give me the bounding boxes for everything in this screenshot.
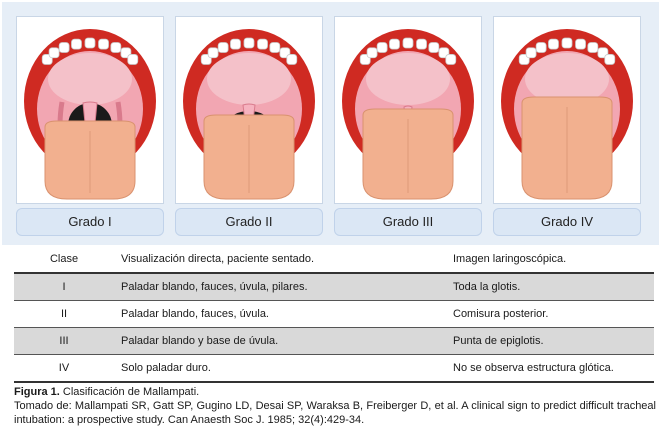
mouth-drawing <box>176 17 322 203</box>
table-row <box>14 355 654 383</box>
cell-clase: III <box>59 335 69 347</box>
mallampati-grade-2-illustration <box>175 16 323 204</box>
tooth <box>111 42 121 52</box>
mouth-drawing <box>335 17 481 203</box>
tooth <box>128 54 138 64</box>
hard-palate <box>207 53 291 105</box>
cell-visualizacion: Paladar blando, fauces, úvula, pilares. <box>121 281 308 293</box>
grade-label-3: Grado III <box>334 208 482 236</box>
caption-source: Tomado de: Mallampati SR, Gatt SP, Gugino LD, Desai SP, Waraksa B, Freiberger D, et al. A clinical sign to predict difficult tracheal intubation: a prospective study. Can Anaesth Soc J. 1985; 32(4):429-34. <box>14 400 656 426</box>
mouth-drawing <box>17 17 163 203</box>
table-row <box>14 328 654 355</box>
tooth <box>389 39 399 49</box>
header-visualizacion: Visualización directa, paciente sentado. <box>121 253 315 265</box>
tooth <box>244 38 254 48</box>
cell-clase: I <box>62 281 66 293</box>
tooth <box>548 39 558 49</box>
cell-clase: IV <box>58 362 70 374</box>
tooth <box>99 39 109 49</box>
tooth <box>526 48 536 58</box>
header-imagen: Imagen laringoscópica. <box>453 253 567 265</box>
mallampati-figure <box>2 2 659 245</box>
tooth <box>403 38 413 48</box>
mouth-drawing <box>494 17 640 203</box>
tooth <box>287 54 297 64</box>
tooth <box>71 39 81 49</box>
cell-visualizacion: Paladar blando, fauces, úvula. <box>121 308 269 320</box>
tooth <box>208 48 218 58</box>
hard-palate <box>48 53 132 105</box>
figure-caption <box>14 385 656 427</box>
table-row <box>14 301 654 328</box>
tooth <box>536 42 546 52</box>
caption-figure-number: Figura 1. <box>14 386 60 398</box>
tooth <box>562 38 572 48</box>
cell-visualizacion: Paladar blando y base de úvula. <box>121 335 279 347</box>
tooth <box>59 42 69 52</box>
cell-imagen: Comisura posterior. <box>453 308 549 320</box>
cell-visualizacion: Solo paladar duro. <box>121 362 211 374</box>
cell-clase: II <box>60 308 68 320</box>
tooth <box>270 42 280 52</box>
mallampati-grade-1-illustration <box>16 16 164 204</box>
cell-imagen: No se observa estructura glótica. <box>453 362 614 374</box>
hard-palate <box>366 53 450 105</box>
cell-imagen: Toda la glotis. <box>453 281 521 293</box>
tooth <box>258 39 268 49</box>
tooth <box>367 48 377 58</box>
tooth <box>576 39 586 49</box>
table-header-row <box>14 246 654 273</box>
tooth <box>230 39 240 49</box>
caption-title-line <box>14 385 656 399</box>
mallampati-grade-4-illustration <box>493 16 641 204</box>
grade-label-2: Grado II <box>175 208 323 236</box>
tooth <box>446 54 456 64</box>
tooth <box>218 42 228 52</box>
tooth <box>85 38 95 48</box>
tooth <box>49 48 59 58</box>
cell-imagen: Punta de epiglotis. <box>453 335 544 347</box>
tooth <box>429 42 439 52</box>
caption-title-text: Clasificación de Mallampati. <box>59 386 200 398</box>
grade-label-4: Grado IV <box>493 208 641 236</box>
mallampati-grade-3-illustration <box>334 16 482 204</box>
table-row <box>14 273 654 301</box>
grade-label-1: Grado I <box>16 208 164 236</box>
mallampati-table <box>14 246 654 383</box>
tooth <box>605 54 615 64</box>
tooth <box>417 39 427 49</box>
tooth <box>588 42 598 52</box>
tooth <box>377 42 387 52</box>
header-clase: Clase <box>49 253 79 265</box>
